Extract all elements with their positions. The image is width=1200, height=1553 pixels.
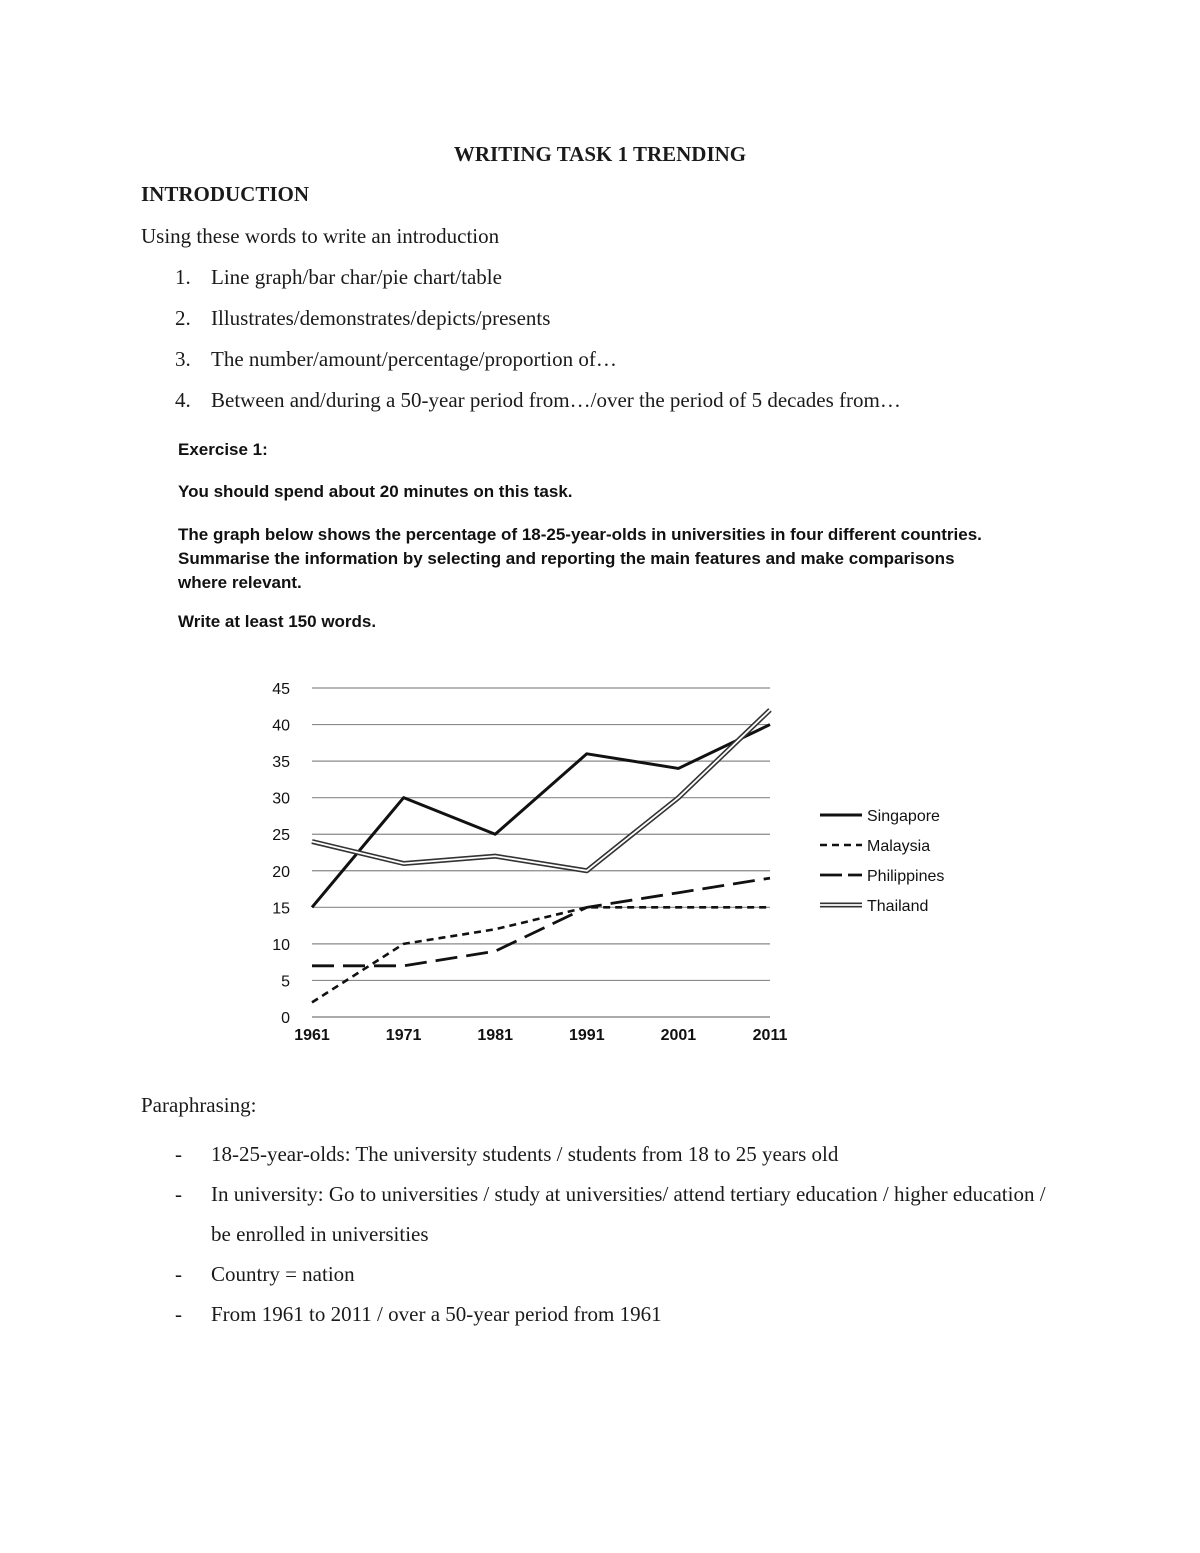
section-heading-introduction: INTRODUCTION bbox=[141, 182, 310, 206]
intro-instruction: Using these words to write an introduction bbox=[141, 224, 500, 248]
y-tick-label: 5 bbox=[281, 973, 290, 991]
x-tick-label: 2011 bbox=[752, 1027, 788, 1044]
list-item bbox=[141, 1294, 1061, 1334]
legend-label-singapore: Singapore bbox=[867, 808, 940, 825]
list-item-text: Illustrates/demonstrates/depicts/presents bbox=[211, 306, 551, 330]
series-line-malaysia bbox=[312, 907, 770, 1002]
y-tick-label: 0 bbox=[281, 1010, 290, 1027]
y-tick-label: 25 bbox=[272, 827, 290, 845]
y-tick-label: 40 bbox=[272, 717, 290, 735]
legend-label-thailand: Thailand bbox=[867, 898, 929, 915]
list-item-number: 2. bbox=[175, 306, 191, 330]
list-item-text: Line graph/bar char/pie chart/table bbox=[211, 265, 502, 289]
list-item bbox=[141, 1174, 1061, 1254]
list-item-number: 3. bbox=[175, 347, 191, 371]
legend-label-malaysia: Malaysia bbox=[867, 838, 931, 855]
y-tick-label: 35 bbox=[272, 754, 290, 772]
list-bullet: - bbox=[175, 1302, 182, 1326]
y-tick-label: 15 bbox=[272, 900, 290, 918]
list-item-text: Country = nation bbox=[211, 1262, 355, 1286]
series-line-singapore bbox=[312, 725, 770, 908]
list-item-number: 1. bbox=[175, 265, 191, 289]
y-tick-label: 30 bbox=[272, 790, 290, 808]
y-tick-label: 20 bbox=[272, 863, 290, 881]
y-tick-label: 45 bbox=[272, 681, 290, 698]
x-tick-label: 1981 bbox=[477, 1027, 513, 1044]
paraphrasing-list bbox=[141, 1134, 1061, 1334]
legend-label-philippines: Philippines bbox=[867, 868, 945, 885]
y-tick-label: 10 bbox=[272, 936, 290, 954]
list-item-text: Between and/during a 50-year period from…/over the period of 5 decades from… bbox=[211, 388, 901, 412]
list-bullet: - bbox=[175, 1182, 182, 1206]
list-item bbox=[141, 1254, 1061, 1294]
x-tick-label: 2001 bbox=[660, 1027, 697, 1044]
exercise-time: You should spend about 20 minutes on this task. bbox=[178, 482, 573, 501]
x-tick-label: 1991 bbox=[569, 1027, 605, 1044]
series-line-thailand bbox=[312, 710, 770, 871]
list-item bbox=[141, 1134, 1061, 1174]
x-tick-label: 1961 bbox=[294, 1027, 330, 1044]
list-item-text: From 1961 to 2011 / over a 50-year period from 1961 bbox=[211, 1302, 662, 1326]
list-item-number: 4. bbox=[175, 388, 191, 412]
line-chart bbox=[250, 665, 970, 1055]
page-title: WRITING TASK 1 TRENDING bbox=[453, 142, 747, 166]
x-tick-label: 1971 bbox=[385, 1027, 422, 1044]
list-bullet: - bbox=[175, 1142, 182, 1166]
paraphrasing-heading: Paraphrasing: bbox=[141, 1093, 257, 1117]
list-item-text: The number/amount/percentage/proportion of… bbox=[211, 347, 617, 371]
series-line-thailand-inner bbox=[312, 710, 770, 871]
list-item-text: In university: Go to universities / study at universities/ attend tertiary education / higher education / be enrolled in universities bbox=[211, 1182, 1046, 1246]
exercise-word-count: Write at least 150 words. bbox=[178, 612, 377, 631]
exercise-prompt: The graph below shows the percentage of 18-25-year-olds in universities in four different countries. Summarise the information by selecting and reporting the main features and make comparisons where relevant. bbox=[178, 525, 982, 592]
list-item-text: 18-25-year-olds: The university students / students from 18 to 25 years old bbox=[211, 1142, 839, 1166]
series-line-philippines bbox=[312, 878, 770, 966]
exercise-heading: Exercise 1: bbox=[178, 440, 268, 459]
list-bullet: - bbox=[175, 1262, 182, 1286]
